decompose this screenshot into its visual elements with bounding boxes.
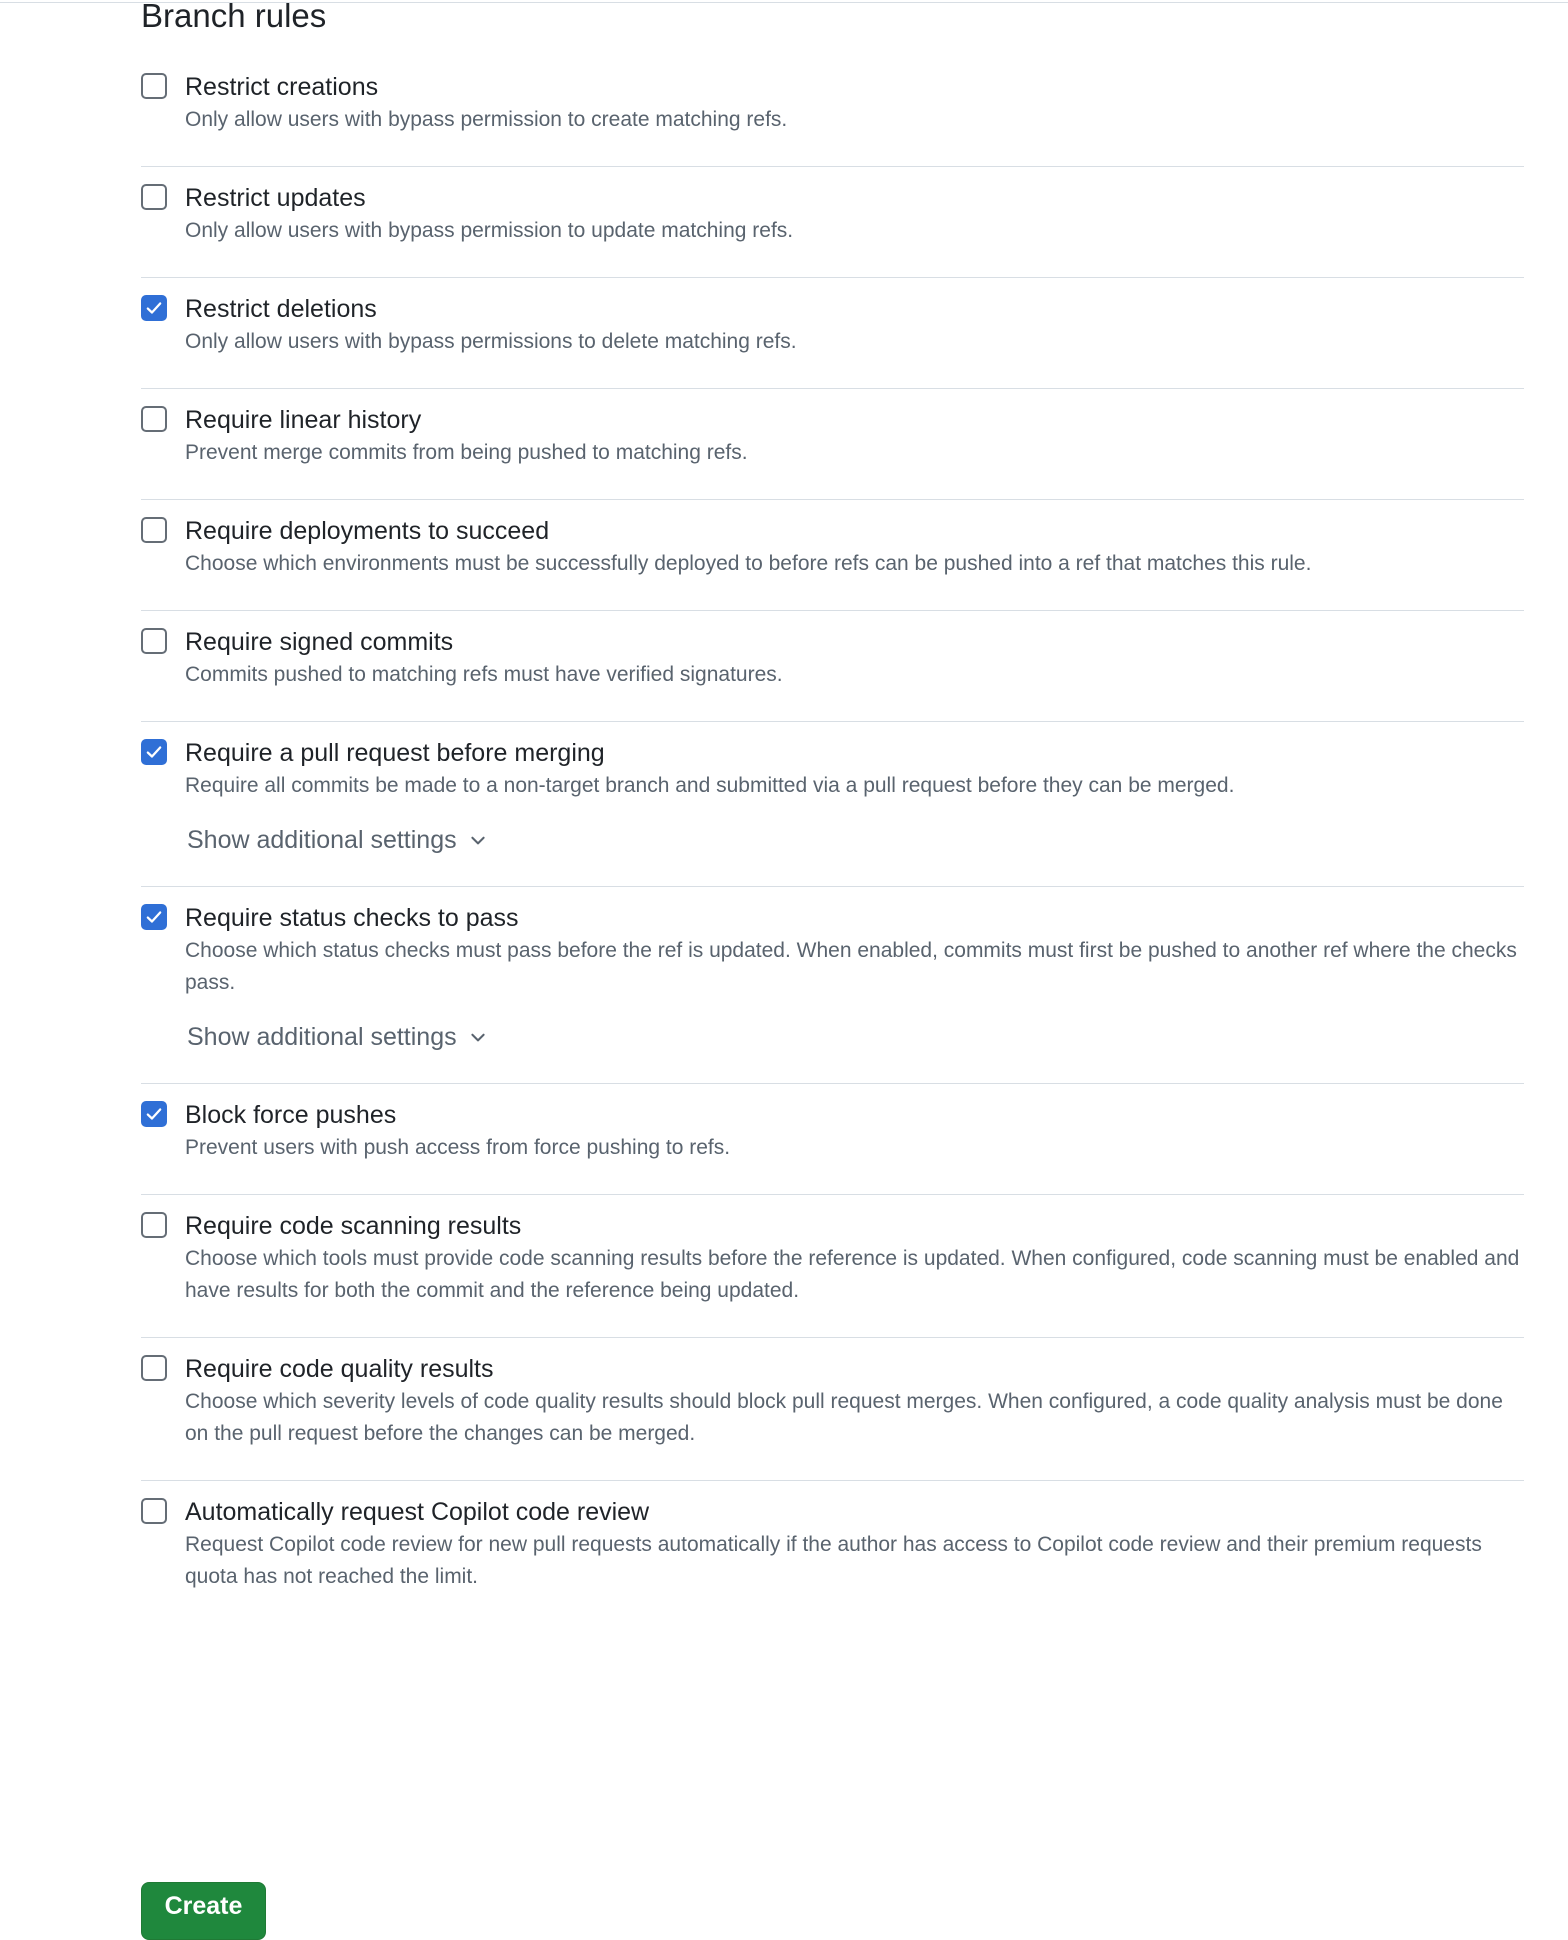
rule-description: Only allow users with bypass permissions to delete matching refs. xyxy=(185,330,797,353)
require-linear-history-checkbox[interactable] xyxy=(141,406,167,432)
rule-description: Prevent merge commits from being pushed to matching refs. xyxy=(185,441,748,464)
rule-title[interactable]: Require code scanning results xyxy=(185,1212,522,1240)
rule-title[interactable]: Require code quality results xyxy=(185,1355,494,1383)
rule-require-code-quality xyxy=(141,1338,1524,1481)
restrict-deletions-checkbox[interactable] xyxy=(141,295,167,321)
rule-description: Choose which environments must be successfully deployed to before refs can be pushed into a ref that matches this rule. xyxy=(185,552,1312,575)
checkmark-icon xyxy=(145,743,163,761)
rule-description: Choose which tools must provide code scanning results before the reference is updated. When configured, code scanning must be enabled and have results for both the commit and the reference being updated. xyxy=(185,1247,1520,1302)
rule-description: Only allow users with bypass permission to create matching refs. xyxy=(185,108,788,131)
require-code-scanning-checkbox[interactable] xyxy=(141,1212,167,1238)
rule-title[interactable]: Restrict creations xyxy=(185,73,379,101)
rule-require-linear-history xyxy=(141,389,1524,500)
rule-block-force-pushes xyxy=(141,1084,1524,1195)
restrict-creations-checkbox[interactable] xyxy=(141,73,167,99)
rule-description: Choose which status checks must pass before the ref is updated. When enabled, commits must first be pushed to another ref where the checks pass. xyxy=(185,939,1517,994)
section-title: Branch rules xyxy=(141,0,327,34)
require-pull-request-checkbox[interactable] xyxy=(141,739,167,765)
rule-require-deployments xyxy=(141,500,1524,611)
show-additional-settings-label: Show additional settings xyxy=(187,1023,457,1051)
rule-restrict-updates xyxy=(141,167,1524,278)
block-force-pushes-checkbox[interactable] xyxy=(141,1101,167,1127)
create-button[interactable]: Create xyxy=(141,1882,266,1940)
require-status-checks-checkbox[interactable] xyxy=(141,904,167,930)
restrict-updates-checkbox[interactable] xyxy=(141,184,167,210)
rule-restrict-creations xyxy=(141,56,1524,167)
show-additional-settings-button[interactable] xyxy=(185,824,487,856)
rule-require-code-scanning xyxy=(141,1195,1524,1338)
rule-title[interactable]: Restrict deletions xyxy=(185,295,377,323)
rule-title[interactable]: Automatically request Copilot code review xyxy=(185,1498,650,1526)
checkmark-icon xyxy=(145,908,163,926)
rule-description: Choose which severity levels of code quality results should block pull request merges. When configured, a code quality analysis must be done on the pull request before the changes can be merged. xyxy=(185,1390,1503,1445)
require-deployments-checkbox[interactable] xyxy=(141,517,167,543)
rules-list xyxy=(141,56,1524,1623)
rule-require-signed-commits xyxy=(141,611,1524,722)
rule-title[interactable]: Require signed commits xyxy=(185,628,454,656)
rule-restrict-deletions xyxy=(141,278,1524,389)
require-code-quality-checkbox[interactable] xyxy=(141,1355,167,1381)
rule-require-status-checks xyxy=(141,887,1524,1084)
rule-title[interactable]: Block force pushes xyxy=(185,1101,397,1129)
rule-description: Require all commits be made to a non-target branch and submitted via a pull request before they can be merged. xyxy=(185,774,1235,797)
rule-title[interactable]: Require status checks to pass xyxy=(185,904,519,932)
copilot-code-review-checkbox[interactable] xyxy=(141,1498,167,1524)
checkmark-icon xyxy=(145,299,163,317)
rule-copilot-code-review xyxy=(141,1481,1524,1623)
show-additional-settings-button[interactable] xyxy=(185,1021,487,1053)
rule-title[interactable]: Restrict updates xyxy=(185,184,366,212)
rule-title[interactable]: Require linear history xyxy=(185,406,422,434)
rule-description: Request Copilot code review for new pull requests automatically if the author has access to Copilot code review and their premium requests quota has not reached the limit. xyxy=(185,1533,1482,1588)
chevron-down-icon xyxy=(469,831,487,849)
rule-require-pull-request xyxy=(141,722,1524,887)
chevron-down-icon xyxy=(469,1028,487,1046)
rule-description: Only allow users with bypass permission to update matching refs. xyxy=(185,219,794,242)
show-additional-settings-label: Show additional settings xyxy=(187,826,457,854)
rule-title[interactable]: Require deployments to succeed xyxy=(185,517,550,545)
checkmark-icon xyxy=(145,1105,163,1123)
rule-title[interactable]: Require a pull request before merging xyxy=(185,739,605,767)
require-signed-commits-checkbox[interactable] xyxy=(141,628,167,654)
rule-description: Prevent users with push access from force pushing to refs. xyxy=(185,1136,731,1159)
rule-description: Commits pushed to matching refs must have verified signatures. xyxy=(185,663,783,686)
